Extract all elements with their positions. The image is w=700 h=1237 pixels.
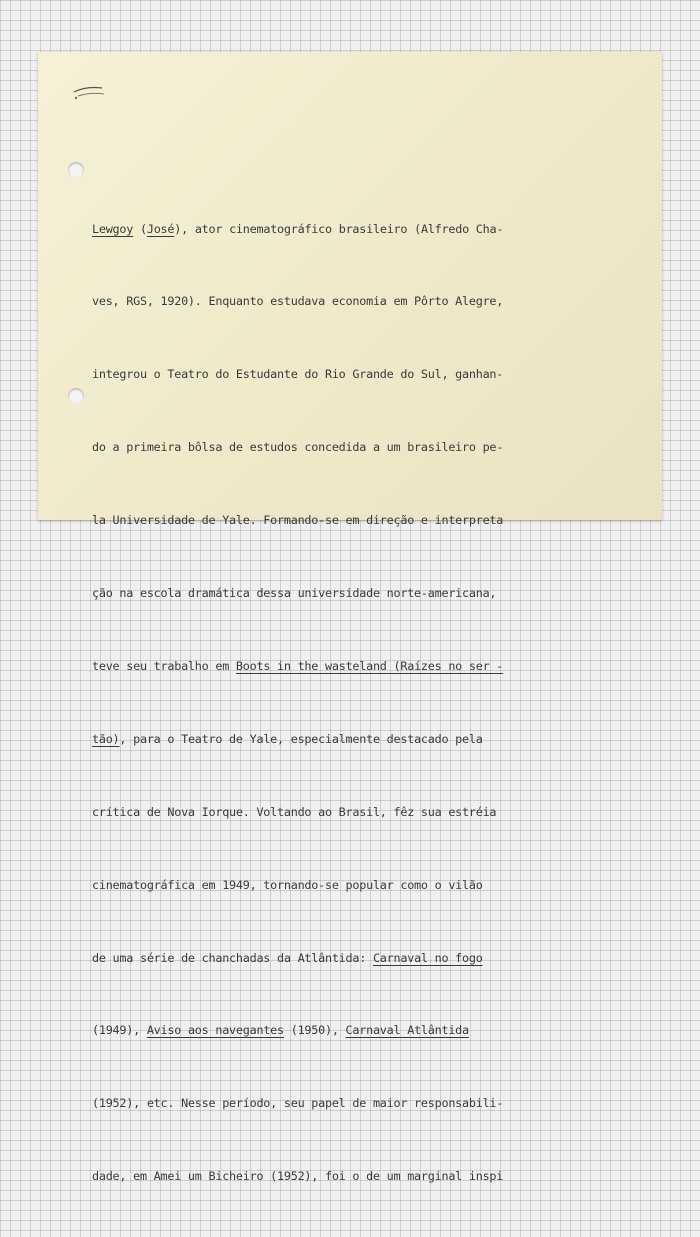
punch-hole-bottom [68,388,84,404]
text-line [92,727,648,751]
text-segment: teve seu trabalho em [92,658,236,673]
text-line [92,800,648,824]
text-segment: (1949), [92,1023,147,1038]
text-line [92,362,648,386]
text-line [92,508,648,532]
text-line [92,654,648,678]
text-segment: integrou o Teatro do Estudante do Rio Grande do Sul, ganhan- [92,367,504,382]
text-line [92,289,648,313]
text-line [92,1164,648,1188]
text-line [92,1018,648,1042]
text-segment: de uma série de chanchadas da Atlântida: [92,950,373,965]
text-line [92,946,648,970]
text-line [92,435,648,459]
text-line [92,1091,648,1115]
text-line [92,581,648,605]
punch-hole-top [68,162,84,178]
text-segment: crítica de Nova Iorque. Voltando ao Brasil, fêz sua estréia [92,804,497,819]
text-segment: ção na escola dramática dessa universidade norte-americana, [92,586,497,601]
text-segment: ves, RGS, 1920). Enquanto estudava economia em Pôrto Alegre, [92,294,504,309]
text-segment: cinematográfica em 1949, tornando-se popular como o vilão [92,877,483,892]
text-segment: (1952), etc. Nesse período, seu papel de maior responsabili- [92,1096,504,1111]
work-title: tão) [92,731,120,746]
surname: Lewgoy [92,221,134,236]
text-segment: ), ator cinematográfico brasileiro (Alfredo Cha- [174,221,504,236]
text-line [92,217,648,241]
pencil-mark-icon [68,82,118,112]
film-title: Aviso aos navegantes [146,1023,284,1038]
text-segment: do a primeira bôlsa de estudos concedida a um brasileiro pe- [92,440,504,455]
film-title: Carnaval no fogo [372,950,483,965]
text-segment: la Universidade de Yale. Formando-se em direção e interpreta [92,513,504,528]
work-title: Boots in the wasteland (Raízes no ser - [235,658,504,673]
given-name: José [146,221,175,236]
text-segment: (1950), [283,1023,346,1038]
film-title: Carnaval Atlântida [345,1023,469,1038]
text-line [92,873,648,897]
text-segment: , para o Teatro de Yale, especialmente destacado pela [119,731,483,746]
text-segment: ( [133,221,147,236]
typed-entry-text [92,168,648,1237]
index-card [38,52,662,1184]
text-segment: dade, em Amei um Bicheiro (1952), foi o de um marginal inspi [92,1169,504,1184]
